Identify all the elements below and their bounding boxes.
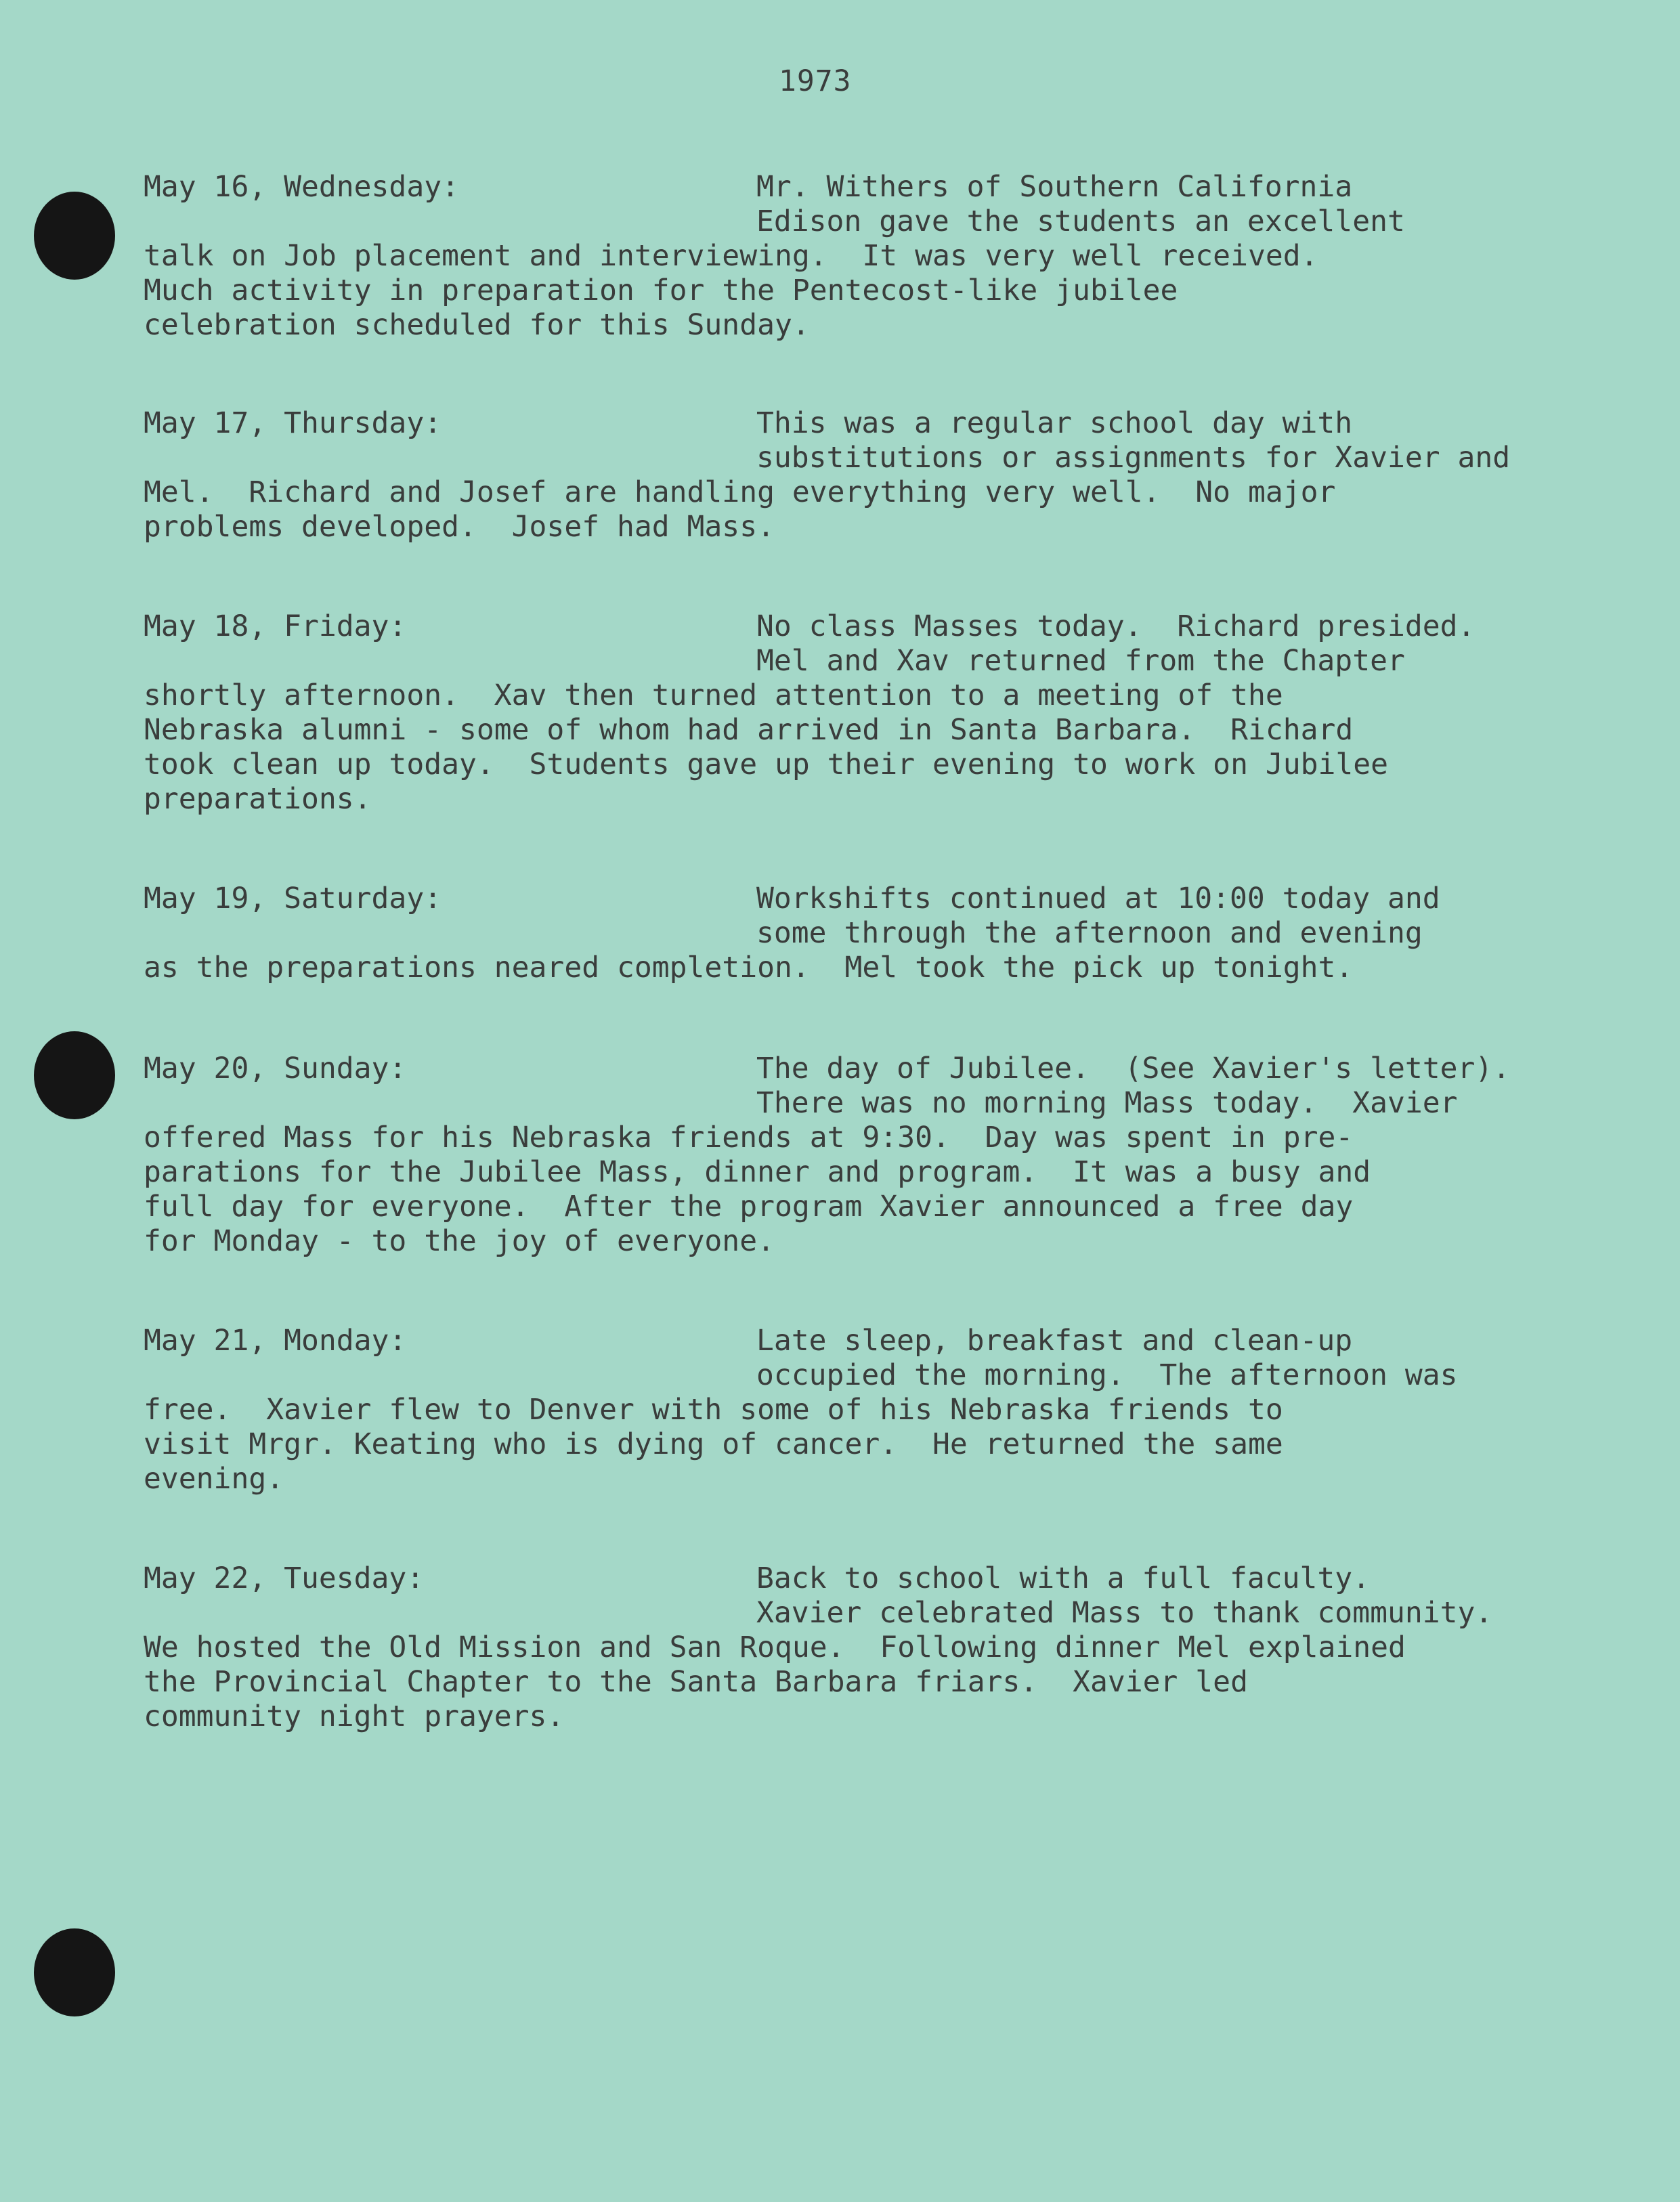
entry-body-text: free. Xavier flew to Denver with some of his Nebraska friends to visit Mrgr. Keating who is dying of cancer. He returned the same evening.	[144, 1393, 1283, 1496]
diary-entry-may-20	[144, 1052, 1660, 1258]
entry-lead-text: The day of Jubilee. (See Xavier's letter). There was no morning Mass today. Xavier	[756, 1052, 1511, 1120]
entry-body-text: shortly afternoon. Xav then turned attention to a meeting of the Nebraska alumni - some of whom had arrived in Santa Barbara. Richard took clean up today. Students gave up their evening to work on Jubilee preparations.	[144, 678, 1389, 816]
entry-lead-text: Late sleep, breakfast and clean-up occupied the morning. The afternoon was	[756, 1324, 1458, 1392]
entry-date: May 20, Sunday:	[144, 1052, 407, 1085]
punch-hole-bottom	[34, 1928, 115, 2016]
diary-entry-may-17	[144, 406, 1660, 544]
page-year: 1973	[779, 64, 852, 98]
punch-hole-top	[34, 192, 115, 280]
diary-entry-may-18	[144, 609, 1660, 816]
entry-lead-text: Workshifts continued at 10:00 today and some through the afternoon and evening	[756, 882, 1440, 950]
entry-date: May 18, Friday:	[144, 609, 407, 643]
entry-date: May 22, Tuesday:	[144, 1561, 425, 1595]
entry-date: May 21, Monday:	[144, 1324, 407, 1358]
entry-date: May 16, Wednesday:	[144, 170, 459, 204]
entry-lead-text: No class Masses today. Richard presided. Mel and Xav returned from the Chapter	[756, 609, 1476, 678]
entry-body-text: talk on Job placement and interviewing. It was very well received. Much activity in preparation for the Pentecost-like jubilee celebration scheduled for this Sunday.	[144, 239, 1318, 342]
punch-hole-middle	[34, 1031, 115, 1119]
entry-date: May 17, Thursday:	[144, 406, 442, 440]
entry-body-text: Mel. Richard and Josef are handling everything very well. No major problems developed. Josef had Mass.	[144, 475, 1336, 544]
entry-lead-text: Mr. Withers of Southern California Edison gave the students an excellent	[756, 170, 1405, 238]
entry-body-text: offered Mass for his Nebraska friends at 9:30. Day was spent in pre- parations for the Jubilee Mass, dinner and program. It was a busy and full day for everyone. After the program Xavier announced a free day for Monday - to the joy of everyone.	[144, 1121, 1371, 1258]
diary-entry-may-16	[144, 170, 1660, 342]
diary-entry-may-21	[144, 1324, 1660, 1496]
entry-lead-text: Back to school with a full faculty. Xavier celebrated Mass to thank community.	[756, 1561, 1493, 1630]
diary-entry-may-22	[144, 1561, 1660, 1733]
entry-body-text: as the preparations neared completion. Mel took the pick up tonight.	[144, 951, 1354, 985]
entry-lead-text: This was a regular school day with substitutions or assignments for Xavier and	[756, 406, 1511, 475]
entry-date: May 19, Saturday:	[144, 882, 442, 915]
entry-body-text: We hosted the Old Mission and San Roque. Following dinner Mel explained the Provincial Chapter to the Santa Barbara friars. Xavier led community night prayers.	[144, 1631, 1406, 1733]
diary-entry-may-19	[144, 882, 1660, 1020]
